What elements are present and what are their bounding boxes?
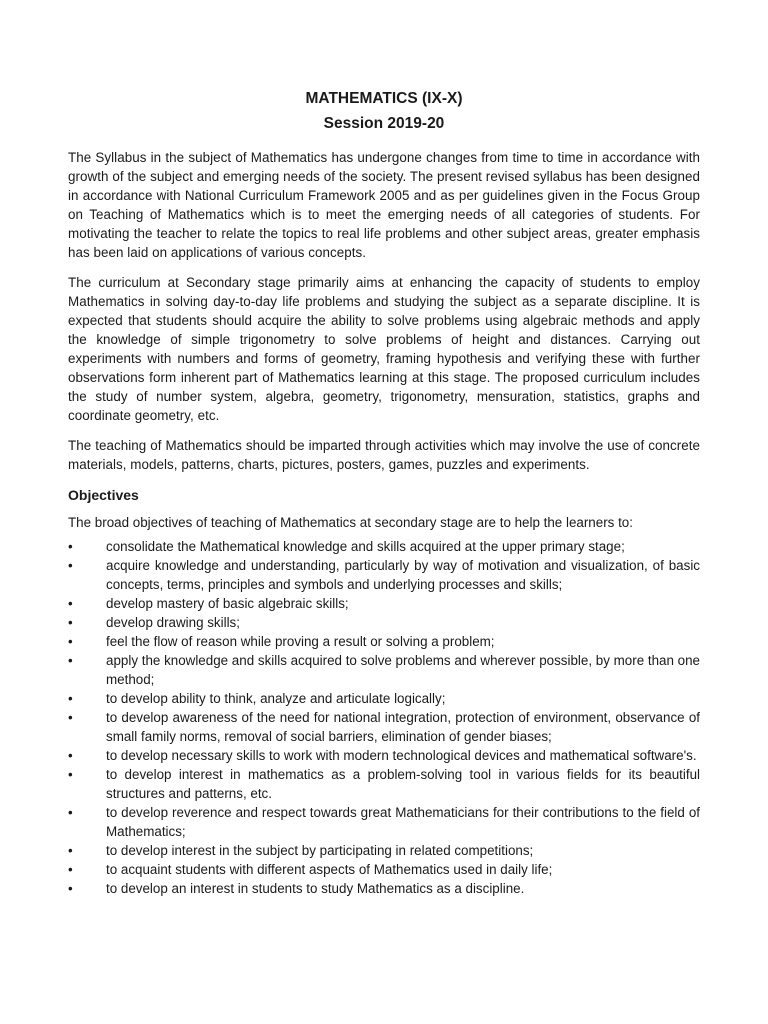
- bullet-icon: •: [68, 539, 73, 554]
- bullet-icon: •: [68, 653, 73, 668]
- list-item-text: to develop awareness of the need for national integration, protection of environment, observance of small family norms, removal of social barriers, elimination of gender biases;: [106, 710, 700, 744]
- bullet-icon: •: [68, 615, 73, 630]
- list-item-text: to develop reverence and respect towards great Mathematicians for their contributions to the field of Mathematics;: [106, 805, 700, 839]
- list-item: [68, 860, 700, 879]
- list-item: [68, 556, 700, 594]
- bullet-icon: •: [68, 881, 73, 896]
- list-item: [68, 841, 700, 860]
- list-item-text: to develop interest in mathematics as a problem-solving tool in various fields for its beautiful structures and patterns, etc.: [106, 767, 700, 801]
- list-item-text: consolidate the Mathematical knowledge and skills acquired at the upper primary stage;: [106, 539, 625, 554]
- bullet-icon: •: [68, 862, 73, 877]
- list-item-text: to develop an interest in students to study Mathematics as a discipline.: [106, 881, 525, 896]
- bullet-icon: •: [68, 634, 73, 649]
- bullet-icon: •: [68, 710, 73, 725]
- document-title: MATHEMATICS (IX-X): [305, 90, 463, 107]
- title-block: [68, 86, 700, 136]
- intro-paragraph: The Syllabus in the subject of Mathematics has undergone changes from time to time in accordance with growth of the subject and emerging needs of the society. The present revised syllabus has been designed in accordance with National Curriculum Framework 2005 and as per guidelines given in the Focus Group on Teaching of Mathematics which is to meet the emerging needs of all categories of students. For motivating the teacher to relate the topics to real life problems and other subject areas, greater emphasis has been laid on applications of various concepts.: [68, 150, 700, 260]
- list-item: [68, 803, 700, 841]
- bullet-icon: •: [68, 767, 73, 782]
- list-item: [68, 689, 700, 708]
- bullet-icon: •: [68, 805, 73, 820]
- list-item: [68, 632, 700, 651]
- list-item: [68, 879, 700, 898]
- curriculum-paragraph: The curriculum at Secondary stage primarily aims at enhancing the capacity of students to employ Mathematics in solving day-to-day life problems and studying the subject as a separate discipline. It is expected that students should acquire the ability to solve problems using algebraic methods and apply the knowledge of simple trigonometry to solve problems of height and distances. Carrying out experiments with numbers and forms of geometry, framing hypothesis and verifying these with further observations form inherent part of Mathematics learning at this stage. The proposed curriculum includes the study of number system, algebra, geometry, trigonometry, mensuration, statistics, graphs and coordinate geometry, etc.: [68, 275, 700, 423]
- list-item-text: to develop interest in the subject by participating in related competitions;: [106, 843, 534, 858]
- list-item: [68, 708, 700, 746]
- document-page: [68, 86, 700, 898]
- list-item-text: apply the knowledge and skills acquired to solve problems and wherever possible, by more than one method;: [106, 653, 700, 687]
- list-item: [68, 613, 700, 632]
- list-item-text: to develop necessary skills to work with modern technological devices and mathematical software's.: [106, 748, 697, 763]
- teaching-paragraph: The teaching of Mathematics should be imparted through activities which may involve the use of concrete materials, models, patterns, charts, pictures, posters, games, puzzles and experiments.: [68, 438, 700, 472]
- bullet-icon: •: [68, 596, 73, 611]
- list-item-text: feel the flow of reason while proving a result or solving a problem;: [106, 634, 495, 649]
- bullet-icon: •: [68, 691, 73, 706]
- bullet-icon: •: [68, 843, 73, 858]
- list-item-text: to acquaint students with different aspects of Mathematics used in daily life;: [106, 862, 553, 877]
- list-item-text: develop mastery of basic algebraic skills;: [106, 596, 349, 611]
- objectives-heading: Objectives: [68, 487, 139, 503]
- list-item: [68, 594, 700, 613]
- list-item-text: to develop ability to think, analyze and articulate logically;: [106, 691, 446, 706]
- bullet-icon: •: [68, 748, 73, 763]
- list-item-text: acquire knowledge and understanding, particularly by way of motivation and visualization, of basic concepts, terms, principles and symbols and underlying processes and skills;: [106, 558, 700, 592]
- list-item: [68, 537, 700, 556]
- list-item: [68, 651, 700, 689]
- session-label: Session 2019-20: [323, 115, 445, 132]
- objectives-list: [68, 537, 700, 898]
- list-item: [68, 746, 700, 765]
- bullet-icon: •: [68, 558, 73, 573]
- objectives-intro: The broad objectives of teaching of Mathematics at secondary stage are to help the learners to:: [68, 515, 633, 530]
- list-item: [68, 765, 700, 803]
- list-item-text: develop drawing skills;: [106, 615, 240, 630]
